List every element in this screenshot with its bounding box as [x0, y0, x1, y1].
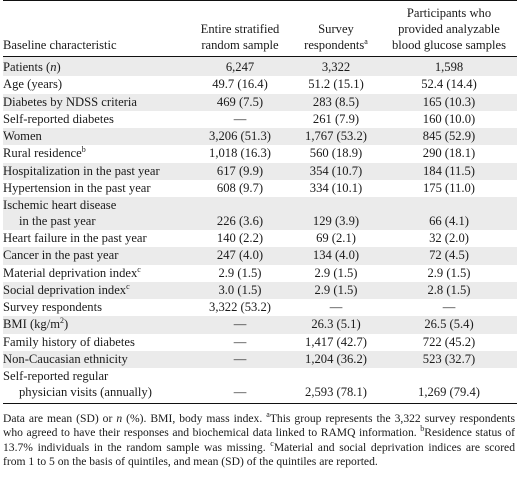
row-value-col2: 334 (10.1) [309, 181, 363, 196]
table-row [3, 247, 517, 264]
row-label: Ischemic heart disease in the past year [3, 198, 117, 228]
table-row [3, 368, 517, 403]
row-value-col2: 2.9 (1.5) [314, 265, 358, 280]
row-label: Self-reported regular physician visits (annually) [3, 368, 189, 403]
row-value-col1: — [233, 111, 247, 126]
row-value-col1: 140 (2.2) [216, 230, 264, 245]
row-label: Heart failure in the past year [3, 230, 147, 245]
table-row [3, 180, 517, 197]
table-row [3, 299, 517, 316]
baseline-characteristics-table [3, 0, 517, 404]
row-value-col2: 560 (18.9) [309, 146, 363, 161]
row-label: Hypertension in the past year [3, 181, 151, 196]
row-value-col3: 160 (10.0) [422, 111, 476, 126]
row-value-col1: 3.0 (1.5) [218, 282, 262, 297]
row-value-col3: 2.9 (1.5) [427, 265, 471, 280]
row-value-col3: 2.8 (1.5) [427, 282, 471, 297]
row-value-col3: — [442, 300, 456, 315]
table-header [3, 1, 517, 57]
header-survey-respondents: Survey respondents$^a$ [291, 1, 381, 57]
table-footnote: Data are mean (SD) or n (%). BMI, body mass index. $^a$This group represents the 3,322 survey respondents who agreed to have their responses and biochemical data linked to RAMQ information. $^b$Residence status of 13.7% individuals in the random sample was missing. $^c$Material and social deprivation indices are scored from 1 to 5 on the basis of quintiles, and mean (SD) of the quintiles are reported. [3, 410, 516, 469]
row-label: Hospitalization in the past year [3, 163, 160, 178]
row-value-col1: 617 (9.9) [216, 163, 264, 178]
row-value-col2: 354 (10.7) [309, 163, 363, 178]
row-value-col3: 1,598 [434, 60, 464, 74]
row-value-col3: 32 (2.0) [429, 230, 469, 245]
row-label: Rural residence$^b$ [3, 145, 86, 161]
row-value-col2: 1,417 (42.7) [305, 334, 367, 349]
row-value-col1: 6,247 [225, 60, 255, 74]
table-row [3, 111, 517, 128]
row-label: Non-Caucasian ethnicity [3, 352, 128, 367]
table-row [3, 351, 517, 368]
table-row [3, 230, 517, 247]
table-row [3, 163, 517, 180]
row-value-col1: 3,322 (53.2) [209, 300, 271, 315]
row-label: Diabetes by NDSS criteria [3, 94, 137, 109]
row-label: Material deprivation index$^c$ [3, 264, 141, 280]
row-value-col2: 51.2 (15.1) [308, 77, 364, 92]
table-row [3, 57, 517, 77]
header-baseline-characteristic: Baseline characteristic [3, 1, 189, 57]
row-value-col1: 1,018 (16.3) [209, 146, 271, 161]
row-value-col3: 72 (4.5) [429, 248, 469, 263]
row-value-col3: 52.4 (14.4) [421, 77, 477, 92]
row-value-col3: 26.5 (5.4) [424, 317, 474, 332]
table-row [3, 76, 517, 93]
row-label: BMI $(kg/m^2)$ [3, 316, 69, 332]
row-value-col2: 2.9 (1.5) [314, 282, 358, 297]
row-label: Survey respondents [3, 300, 102, 315]
table-row [3, 265, 517, 282]
row-value-col1: — [233, 317, 247, 332]
row-value-col1: 3,206 (51.3) [209, 129, 271, 144]
table-row [3, 334, 517, 351]
row-value-col2: 69 (2.1) [316, 230, 356, 245]
row-value-col1: — [233, 334, 247, 349]
row-value-col3: 175 (11.0) [423, 181, 475, 196]
header-glucose-participants: Participants who provided analyzable blood glucose samples [381, 1, 517, 57]
row-value-col3: 165 (10.3) [422, 94, 476, 109]
table-body [3, 57, 517, 404]
row-value-col1: 247 (4.0) [216, 248, 264, 263]
row-value-col2: 134 (4.0) [312, 248, 360, 263]
row-value-col3: 66 (4.1) [429, 213, 469, 228]
row-label: Patients (n) [3, 60, 61, 74]
header-entire-sample: Entire stratified random sample [189, 1, 291, 57]
row-label: Social deprivation index$^c$ [3, 281, 130, 297]
row-value-col1: 469 (7.5) [216, 94, 264, 109]
row-value-col2: 1,204 (36.2) [305, 352, 367, 367]
row-label: Women [3, 129, 42, 144]
row-value-col1: — [189, 368, 291, 403]
table-row [3, 94, 517, 111]
table-row [3, 128, 517, 145]
row-label: Cancer in the past year [3, 248, 119, 263]
row-value-col1: 226 (3.6) [216, 213, 264, 228]
row-value-col2: — [329, 300, 343, 315]
table-row [3, 316, 517, 333]
row-value-col2: 129 (3.9) [312, 213, 360, 228]
row-value-col1: 2.9 (1.5) [218, 265, 262, 280]
row-value-col2: 26.3 (5.1) [311, 317, 361, 332]
row-value-col1: — [233, 352, 247, 367]
row-value-col1: 608 (9.7) [216, 181, 264, 196]
table-row [3, 145, 517, 162]
row-value-col3: 184 (11.5) [423, 163, 475, 178]
row-value-col3: 722 (45.2) [422, 334, 476, 349]
row-value-col3: 845 (52.9) [422, 129, 476, 144]
row-value-col2: 261 (7.9) [312, 111, 360, 126]
row-value-col3: 290 (18.1) [422, 146, 476, 161]
table-row [3, 197, 517, 230]
row-value-col2: 2,593 (78.1) [291, 368, 381, 403]
row-value-col3: 1,269 (79.4) [381, 368, 517, 403]
row-value-col3: 523 (32.7) [422, 352, 476, 367]
row-value-col1: 49.7 (16.4) [212, 77, 268, 92]
row-value-col2: 3,322 [321, 60, 351, 74]
row-value-col2: 1,767 (53.2) [305, 129, 367, 144]
row-value-col2: 283 (8.5) [312, 94, 360, 109]
table-row [3, 282, 517, 299]
row-label: Family history of diabetes [3, 334, 135, 349]
row-label: Age (years) [3, 77, 63, 92]
row-label: Self-reported diabetes [3, 111, 114, 126]
